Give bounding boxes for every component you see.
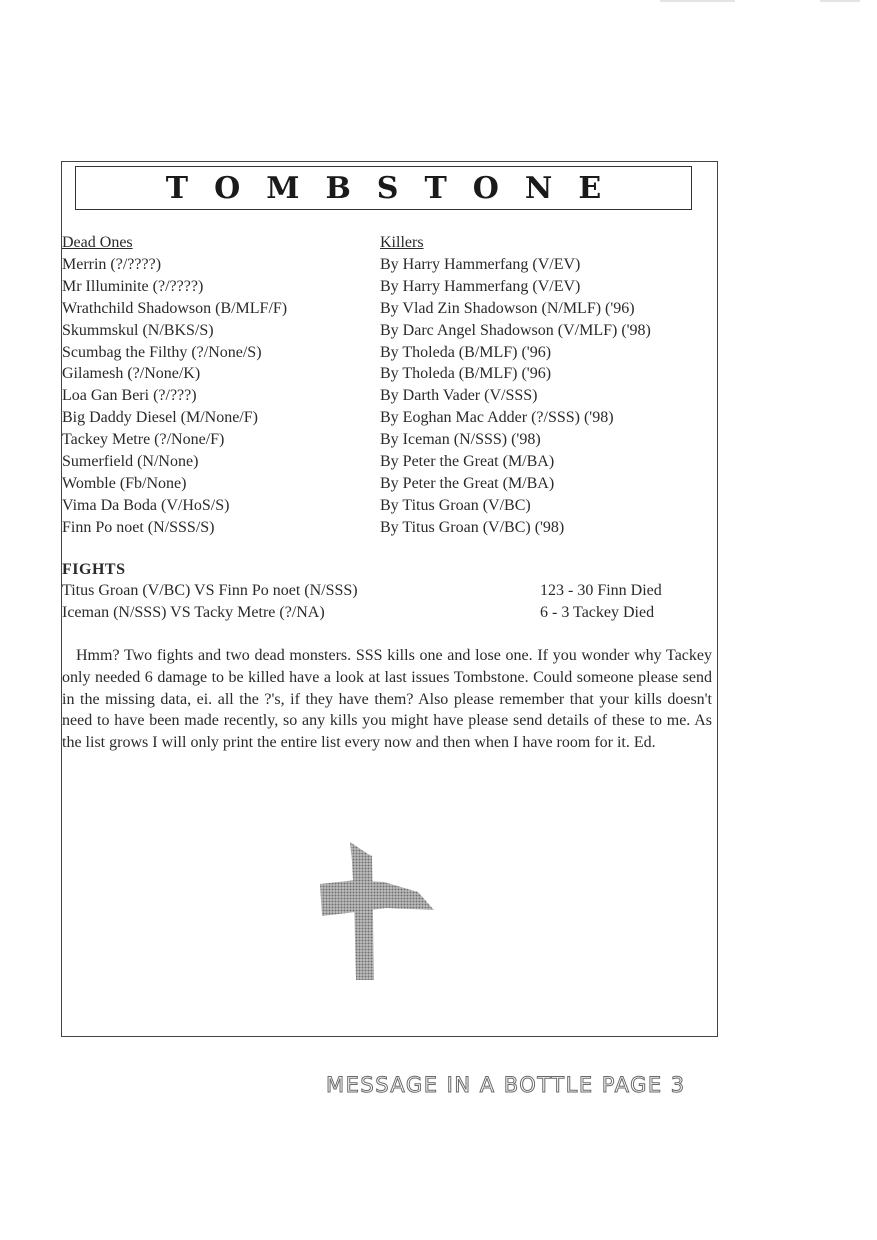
- page-title: TOMBSTONE: [165, 170, 628, 206]
- fight-matchup: Iceman (N/SSS) VS Tacky Metre (?/NA): [62, 604, 325, 621]
- killer-item: By Peter the Great (M/BA): [380, 474, 555, 492]
- dead-one-item: Mr Illuminite (?/????): [62, 277, 204, 295]
- killer-item: By Eoghan Mac Adder (?/SSS) ('98): [380, 409, 614, 427]
- dead-one-item: Wrathchild Shadowson (B/MLF/F): [62, 299, 288, 317]
- killers-column: [380, 232, 710, 539]
- dead-ones-column: [62, 232, 372, 539]
- title-box: [75, 166, 692, 210]
- cross-horizontal: [320, 880, 434, 916]
- killer-item: By Titus Groan (V/BC): [380, 496, 531, 514]
- killer-item: By Darth Vader (V/SSS): [380, 387, 538, 405]
- dead-one-item: Gilamesh (?/None/K): [62, 365, 201, 383]
- killers-heading: Killers: [380, 234, 424, 251]
- dead-one-item: Big Daddy Diesel (M/None/F): [62, 409, 258, 427]
- killer-item: By Iceman (N/SSS) ('98): [380, 431, 541, 449]
- killer-item: By Vlad Zin Shadowson (N/MLF) ('96): [380, 299, 635, 317]
- fight-result: 6 - 3 Tackey Died: [540, 604, 655, 621]
- page-footer: MESSAGE IN A BOTTLE PAGE 3: [326, 1073, 686, 1097]
- dead-one-item: Sumerfield (N/None): [62, 453, 199, 471]
- dead-ones-heading: Dead Ones: [62, 234, 133, 251]
- dead-one-item: Vima Da Boda (V/HoS/S): [62, 496, 230, 514]
- dead-one-item: Finn Po noet (N/SSS/S): [62, 518, 215, 536]
- fight-matchup: Titus Groan (V/BC) VS Finn Po noet (N/SSS): [62, 582, 358, 599]
- killer-item: By Peter the Great (M/BA): [380, 453, 555, 471]
- dead-one-item: Skummskul (N/BKS/S): [62, 321, 214, 339]
- dead-one-item: Tackey Metre (?/None/F): [62, 431, 225, 449]
- killer-item: By Tholeda (B/MLF) ('96): [380, 343, 552, 361]
- killer-item: By Darc Angel Shadowson (V/MLF) ('98): [380, 321, 651, 339]
- killer-item: By Harry Hammerfang (V/EV): [380, 277, 581, 295]
- killer-item: By Harry Hammerfang (V/EV): [380, 255, 581, 273]
- killer-item: By Tholeda (B/MLF) ('96): [380, 365, 552, 383]
- cross-icon: [316, 840, 440, 982]
- fight-result: 123 - 30 Finn Died: [540, 582, 662, 599]
- fight-row: [62, 604, 686, 626]
- dead-one-item: Loa Gan Beri (?/???): [62, 387, 197, 405]
- fight-row: [62, 582, 686, 604]
- dead-one-item: Merrin (?/????): [62, 255, 162, 273]
- dead-one-item: Womble (Fb/None): [62, 474, 187, 492]
- scan-mark: [660, 0, 735, 2]
- dead-one-item: Scumbag the Filthy (?/None/S): [62, 343, 262, 361]
- editor-note: Hmm? Two fights and two dead monsters. SSS kills one and lose one. If you wonder why Tackey only needed 6 damage to be killed have a look at last issues Tombstone. Could someone please send in the missing data, ei. all the ?'s, if they have them? Also please remember that your kills doesn't need to have been made recently, so any kills you might have please send details of these to me. As the list grows I will only print the entire list every now and then when I have room for it. Ed.: [62, 647, 712, 752]
- killer-item: By Titus Groan (V/BC) ('98): [380, 518, 565, 536]
- scan-mark: [820, 0, 860, 2]
- fights-heading: FIGHTS: [62, 561, 126, 578]
